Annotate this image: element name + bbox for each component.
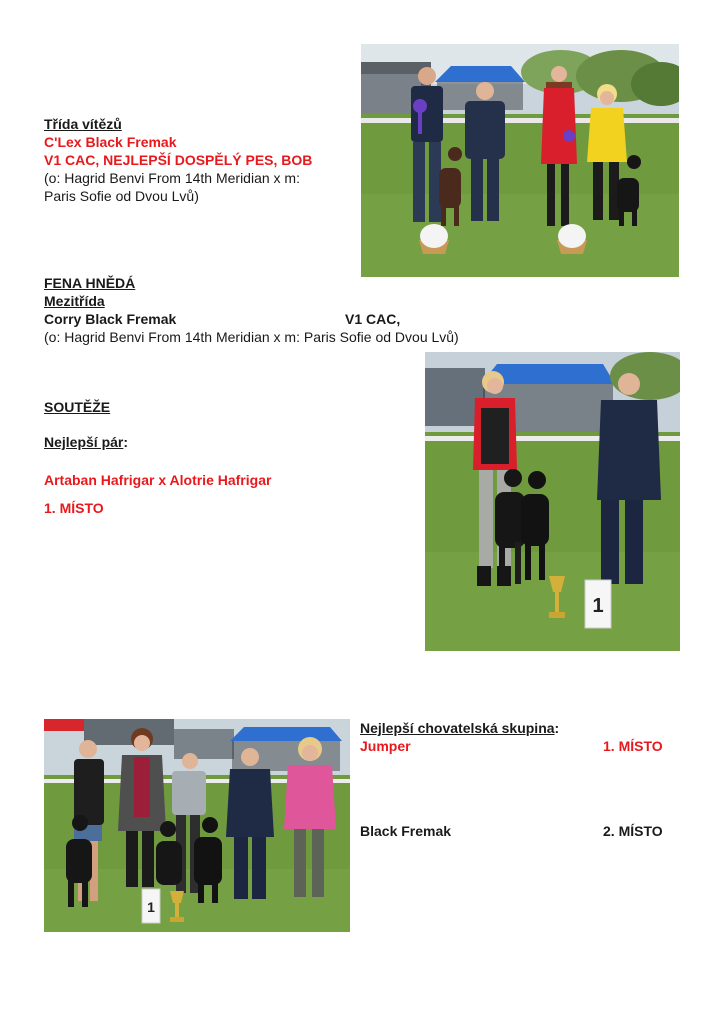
group-number-card: 1 — [147, 899, 155, 915]
winners-award: V1 CAC, NEJLEPŠÍ DOSPĚLÝ PES, BOB — [44, 152, 313, 168]
female-brown-heading: FENA HNĚDÁ — [44, 275, 136, 291]
group-entry-2-name: Black Fremak — [360, 823, 452, 839]
winners-photo — [361, 44, 679, 277]
winners-dog-name: C'Lex Black Fremak — [44, 134, 177, 150]
female-dog-name: Corry Black Fremak — [44, 311, 177, 327]
group-entry-2-place: 2. MÍSTO — [603, 823, 663, 839]
best-pair-photo — [425, 352, 680, 651]
breeding-group-heading — [360, 719, 559, 737]
group-entry-1-place: 1. MÍSTO — [603, 738, 663, 754]
best-pair-colon: : — [123, 434, 129, 450]
winners-pedigree-line1: (o: Hagrid Benvi From 14th Meridian x m: — [44, 170, 300, 186]
best-pair-heading — [44, 433, 128, 451]
competitions-heading: SOUTĚŽE — [44, 399, 111, 415]
group-entry-1-name: Jumper — [360, 738, 411, 754]
winners-pedigree-line2: Paris Sofie od Dvou Lvů) — [44, 188, 199, 204]
best-pair-names: Artaban Hafrigar x Alotrie Hafrigar — [44, 472, 272, 488]
breeding-group-colon: : — [554, 720, 560, 736]
pair-number-card: 1 — [592, 595, 604, 617]
best-pair-label: Nejlepší pár — [44, 434, 124, 450]
winners-class-heading: Třída vítězů — [44, 116, 122, 132]
best-pair-place: 1. MÍSTO — [44, 500, 104, 516]
breeding-group-label: Nejlepší chovatelská skupina — [360, 720, 555, 736]
female-pedigree: (o: Hagrid Benvi From 14th Meridian x m: Paris Sofie od Dvou Lvů) — [44, 329, 459, 345]
female-class-name: Mezitřída — [44, 293, 105, 309]
breeding-group-photo — [44, 719, 350, 932]
female-award: V1 CAC, — [345, 311, 401, 327]
